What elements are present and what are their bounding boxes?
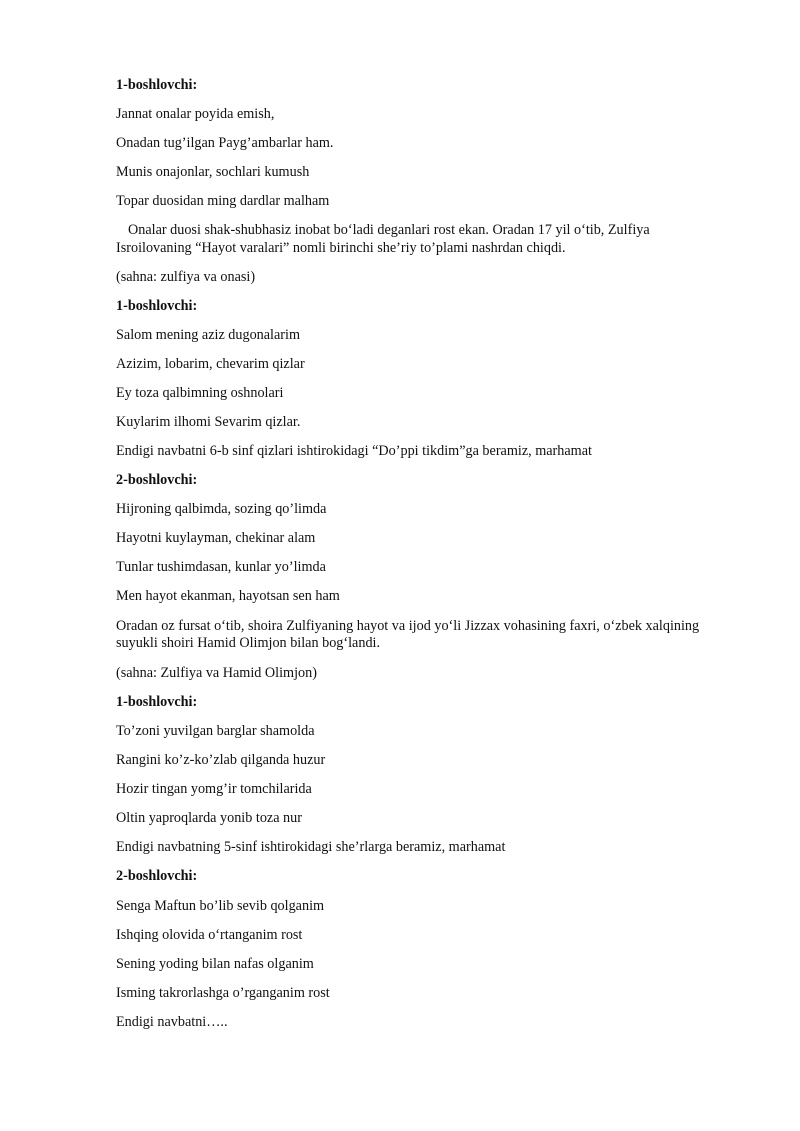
poem-line: Munis onajonlar, sochlari kumush [116,164,310,180]
speaker-label: 1-boshlovchi: [116,694,198,710]
stage-direction: (sahna: zulfiya va onasi) [116,269,256,285]
poem-line: Tunlar tushimdasan, kunlar yo’limda [116,559,326,575]
announcement-line: Endigi navbatni….. [116,1014,228,1030]
announcement-line: Endigi navbatning 5-sinf ishtirokidagi she’rlarga beramiz, marhamat [116,839,506,855]
paragraph: Oradan oz fursat o‘tib, shoira Zulfiyaning hayot va ijod yo‘li Jizzax vohasining faxri, o‘zbek xalqining suyukli shoiri Hamid Olimjon bilan bog‘landi. [116,618,700,651]
poem-line: Jannat onalar poyida emish, [116,106,275,122]
paragraph-line: Onalar duosi shak-shubhasiz inobat bo‘ladi deganlari rost ekan. Oradan 17 yil o‘tib, Zulfiya [128,222,650,238]
paragraph-line: Isroilovaning “Hayot varalari” nomli birinchi she’riy to’plami nashrdan chiqdi. [116,240,566,256]
poem-line: Onadan tug’ilgan Payg’ambarlar ham. [116,135,334,151]
poem-line: Hijroning qalbimda, sozing qo’limda [116,501,327,517]
poem-line: Oltin yaproqlarda yonib toza nur [116,810,302,826]
poem-line: Topar duosidan ming dardlar malham [116,193,330,209]
poem-line: Ey toza qalbimning oshnolari [116,385,284,401]
poem-line: Sening yoding bilan nafas olganim [116,956,314,972]
poem-line: Rangini ko’z-ko’zlab qilganda huzur [116,752,326,768]
speaker-label: 1-boshlovchi: [116,77,198,93]
poem-line: Senga Maftun bo’lib sevib qolganim [116,898,325,914]
speaker-label: 2-boshlovchi: [116,868,198,884]
speaker-label: 2-boshlovchi: [116,472,198,488]
poem-line: Salom mening aziz dugonalarim [116,327,300,343]
poem-line: To’zoni yuvilgan barglar shamolda [116,723,315,739]
poem-line: Isming takrorlashga o’rganganim rost [116,985,330,1001]
poem-line: Kuylarim ilhomi Sevarim qizlar. [116,414,301,430]
poem-line: Azizim, lobarim, chevarim qizlar [116,356,305,372]
poem-line: Ishqing olovida o‘rtanganim rost [116,927,303,943]
poem-line: Hozir tingan yomg’ir tomchilarida [116,781,312,797]
speaker-label: 1-boshlovchi: [116,298,198,314]
stage-direction: (sahna: Zulfiya va Hamid Olimjon) [116,665,317,681]
poem-line: Men hayot ekanman, hayotsan sen ham [116,588,340,604]
poem-line: Hayotni kuylayman, chekinar alam [116,530,316,546]
announcement-line: Endigi navbatni 6-b sinf qizlari ishtirokidagi “Do’ppi tikdim”ga beramiz, marhamat [116,443,592,459]
